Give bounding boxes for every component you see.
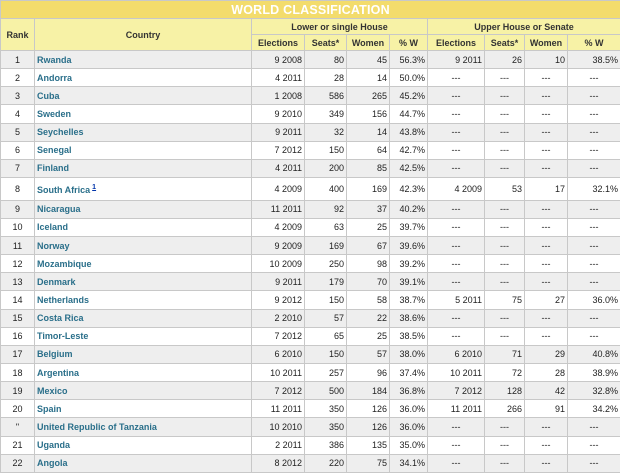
upper-women-cell: --- (525, 418, 568, 436)
upper-elections-cell: --- (428, 105, 485, 123)
lower-women-cell: 184 (347, 382, 390, 400)
table-body (1, 51, 620, 473)
upper-percent-header: % W (568, 35, 620, 51)
lower-seats-cell: 65 (305, 327, 347, 345)
upper-percent-women-cell: --- (568, 123, 620, 141)
lower-seats-cell: 169 (305, 236, 347, 254)
lower-seats-cell: 80 (305, 51, 347, 69)
table-row (1, 345, 620, 363)
country-cell (35, 418, 252, 436)
country-name: Finland (37, 163, 69, 174)
upper-seats-cell: 72 (485, 363, 525, 381)
upper-seats-cell: --- (485, 87, 525, 105)
lower-elections-cell: 10 2009 (252, 255, 305, 273)
rank-cell: 6 (1, 141, 35, 159)
upper-seats-cell: --- (485, 200, 525, 218)
upper-women-cell: --- (525, 436, 568, 454)
table-row (1, 255, 620, 273)
country-name: Netherlands (37, 294, 90, 305)
country-name: Iceland (37, 222, 69, 233)
upper-women-cell: --- (525, 454, 568, 472)
upper-percent-women-cell: 32.1% (568, 177, 620, 200)
lower-elections-cell: 9 2011 (252, 123, 305, 141)
rank-cell: 9 (1, 200, 35, 218)
upper-elections-cell: 4 2009 (428, 177, 485, 200)
upper-seats-cell: --- (485, 123, 525, 141)
lower-elections-cell: 7 2012 (252, 327, 305, 345)
lower-women-header: Women (347, 35, 390, 51)
lower-seats-cell: 220 (305, 454, 347, 472)
lower-percent-women-cell: 42.3% (390, 177, 428, 200)
upper-percent-women-cell: --- (568, 218, 620, 236)
upper-elections-cell: --- (428, 436, 485, 454)
upper-elections-cell: --- (428, 87, 485, 105)
upper-seats-cell: --- (485, 309, 525, 327)
upper-seats-cell: --- (485, 159, 525, 177)
upper-percent-women-cell: --- (568, 105, 620, 123)
upper-women-cell: --- (525, 309, 568, 327)
lower-women-cell: 98 (347, 255, 390, 273)
rank-cell: 17 (1, 345, 35, 363)
table-row (1, 291, 620, 309)
lower-seats-cell: 150 (305, 345, 347, 363)
upper-women-cell: 17 (525, 177, 568, 200)
lower-elections-cell: 4 2011 (252, 159, 305, 177)
upper-percent-women-cell: --- (568, 87, 620, 105)
upper-elections-cell: 10 2011 (428, 363, 485, 381)
lower-seats-cell: 349 (305, 105, 347, 123)
rank-cell: 7 (1, 159, 35, 177)
upper-elections-cell: --- (428, 273, 485, 291)
upper-percent-women-cell: --- (568, 236, 620, 254)
lower-seats-cell: 150 (305, 291, 347, 309)
country-cell (35, 177, 252, 200)
lower-percent-women-cell: 35.0% (390, 436, 428, 454)
table-row (1, 218, 620, 236)
lower-percent-women-cell: 56.3% (390, 51, 428, 69)
upper-seats-cell: --- (485, 218, 525, 236)
country-name: Uganda (37, 440, 71, 451)
rank-cell: 3 (1, 87, 35, 105)
country-cell (35, 291, 252, 309)
rank-cell: 11 (1, 236, 35, 254)
lower-women-cell: 75 (347, 454, 390, 472)
upper-elections-cell: 7 2012 (428, 382, 485, 400)
lower-seats-cell: 63 (305, 218, 347, 236)
rank-cell: 1 (1, 51, 35, 69)
table-row (1, 236, 620, 254)
rank-cell: 4 (1, 105, 35, 123)
upper-seats-cell: 53 (485, 177, 525, 200)
table-row (1, 436, 620, 454)
rank-cell: 19 (1, 382, 35, 400)
upper-women-cell: --- (525, 159, 568, 177)
lower-seats-cell: 250 (305, 255, 347, 273)
lower-seats-cell: 386 (305, 436, 347, 454)
lower-seats-cell: 200 (305, 159, 347, 177)
upper-seats-cell: --- (485, 436, 525, 454)
lower-elections-cell: 11 2011 (252, 400, 305, 418)
lower-women-cell: 70 (347, 273, 390, 291)
country-cell (35, 123, 252, 141)
lower-women-cell: 156 (347, 105, 390, 123)
table-row (1, 400, 620, 418)
country-cell (35, 200, 252, 218)
upper-elections-cell: --- (428, 218, 485, 236)
lower-women-cell: 14 (347, 123, 390, 141)
upper-women-cell: 27 (525, 291, 568, 309)
lower-women-cell: 58 (347, 291, 390, 309)
upper-percent-women-cell: --- (568, 418, 620, 436)
lower-seats-cell: 400 (305, 177, 347, 200)
upper-elections-cell: 11 2011 (428, 400, 485, 418)
country-name: Angola (37, 458, 68, 469)
upper-percent-women-cell: --- (568, 200, 620, 218)
country-cell (35, 51, 252, 69)
lower-elections-cell: 2 2010 (252, 309, 305, 327)
lower-elections-cell: 9 2008 (252, 51, 305, 69)
lower-house-header: Lower or single House (252, 19, 428, 35)
upper-percent-women-cell: 36.0% (568, 291, 620, 309)
country-header: Country (35, 19, 252, 51)
lower-percent-women-cell: 42.7% (390, 141, 428, 159)
lower-percent-women-cell: 36.8% (390, 382, 428, 400)
lower-women-cell: 37 (347, 200, 390, 218)
upper-percent-women-cell: 34.2% (568, 400, 620, 418)
table-row (1, 87, 620, 105)
upper-seats-cell: --- (485, 273, 525, 291)
upper-seats-header: Seats* (485, 35, 525, 51)
country-cell (35, 69, 252, 87)
lower-women-cell: 57 (347, 345, 390, 363)
rank-cell: 12 (1, 255, 35, 273)
country-cell (35, 87, 252, 105)
lower-women-cell: 126 (347, 418, 390, 436)
upper-elections-cell: 6 2010 (428, 345, 485, 363)
lower-seats-header: Seats* (305, 35, 347, 51)
lower-elections-cell: 9 2009 (252, 236, 305, 254)
lower-elections-cell: 4 2009 (252, 177, 305, 200)
country-name: Norway (37, 240, 70, 251)
country-cell (35, 255, 252, 273)
lower-elections-cell: 8 2012 (252, 454, 305, 472)
country-name: Costa Rica (37, 313, 84, 324)
lower-seats-cell: 179 (305, 273, 347, 291)
upper-women-cell: 91 (525, 400, 568, 418)
table-row (1, 123, 620, 141)
country-name: South Africa (37, 184, 91, 195)
country-name: Senegal (37, 145, 72, 156)
upper-percent-women-cell: 38.5% (568, 51, 620, 69)
lower-elections-cell: 7 2012 (252, 382, 305, 400)
upper-seats-cell: --- (485, 418, 525, 436)
country-cell (35, 345, 252, 363)
upper-seats-cell: 128 (485, 382, 525, 400)
lower-elections-cell: 6 2010 (252, 345, 305, 363)
upper-seats-cell: 266 (485, 400, 525, 418)
upper-elections-cell: 5 2011 (428, 291, 485, 309)
rank-cell: 8 (1, 177, 35, 200)
upper-percent-women-cell: --- (568, 255, 620, 273)
lower-women-cell: 85 (347, 159, 390, 177)
lower-percent-women-cell: 39.7% (390, 218, 428, 236)
table-row (1, 273, 620, 291)
lower-elections-cell: 2 2011 (252, 436, 305, 454)
upper-percent-women-cell: 38.9% (568, 363, 620, 381)
lower-seats-cell: 150 (305, 141, 347, 159)
rank-cell: 15 (1, 309, 35, 327)
lower-seats-cell: 28 (305, 69, 347, 87)
upper-women-cell: --- (525, 105, 568, 123)
footnote-link[interactable]: 1 (92, 183, 97, 191)
lower-elections-cell: 11 2011 (252, 200, 305, 218)
table-row (1, 200, 620, 218)
lower-percent-women-cell: 39.6% (390, 236, 428, 254)
lower-seats-cell: 350 (305, 400, 347, 418)
lower-seats-cell: 500 (305, 382, 347, 400)
lower-elections-cell: 1 2008 (252, 87, 305, 105)
upper-percent-women-cell: --- (568, 309, 620, 327)
table-row (1, 454, 620, 472)
upper-elections-cell: --- (428, 309, 485, 327)
upper-percent-women-cell: --- (568, 159, 620, 177)
upper-women-cell: --- (525, 141, 568, 159)
country-name: Andorra (37, 72, 73, 83)
upper-seats-cell: 71 (485, 345, 525, 363)
country-cell (35, 400, 252, 418)
rank-cell: 18 (1, 363, 35, 381)
country-cell (35, 327, 252, 345)
lower-women-cell: 64 (347, 141, 390, 159)
table-row (1, 309, 620, 327)
country-cell (35, 436, 252, 454)
table-row (1, 382, 620, 400)
table-row (1, 51, 620, 69)
lower-elections-cell: 9 2012 (252, 291, 305, 309)
upper-percent-women-cell: --- (568, 141, 620, 159)
lower-seats-cell: 586 (305, 87, 347, 105)
upper-women-cell: --- (525, 87, 568, 105)
lower-percent-women-cell: 36.0% (390, 400, 428, 418)
rank-cell: 10 (1, 218, 35, 236)
upper-elections-header: Elections (428, 35, 485, 51)
lower-percent-women-cell: 39.1% (390, 273, 428, 291)
upper-women-cell: --- (525, 255, 568, 273)
lower-seats-cell: 92 (305, 200, 347, 218)
lower-percent-women-cell: 50.0% (390, 69, 428, 87)
country-cell (35, 141, 252, 159)
rank-header: Rank (1, 19, 35, 51)
lower-women-cell: 135 (347, 436, 390, 454)
lower-percent-women-cell: 42.5% (390, 159, 428, 177)
table-row (1, 363, 620, 381)
lower-seats-cell: 257 (305, 363, 347, 381)
rank-cell: 16 (1, 327, 35, 345)
upper-women-header: Women (525, 35, 568, 51)
lower-percent-women-cell: 34.1% (390, 454, 428, 472)
table-row (1, 141, 620, 159)
country-cell (35, 363, 252, 381)
lower-elections-cell: 9 2011 (252, 273, 305, 291)
lower-percent-women-cell: 36.0% (390, 418, 428, 436)
country-cell (35, 273, 252, 291)
country-cell (35, 382, 252, 400)
rank-cell: 2 (1, 69, 35, 87)
lower-seats-cell: 32 (305, 123, 347, 141)
lower-seats-cell: 350 (305, 418, 347, 436)
upper-percent-women-cell: 40.8% (568, 345, 620, 363)
table-row (1, 327, 620, 345)
upper-women-cell: 10 (525, 51, 568, 69)
lower-elections-header: Elections (252, 35, 305, 51)
lower-percent-women-cell: 43.8% (390, 123, 428, 141)
country-name: Belgium (37, 349, 73, 360)
upper-seats-cell: --- (485, 105, 525, 123)
lower-women-cell: 45 (347, 51, 390, 69)
lower-percent-women-cell: 37.4% (390, 363, 428, 381)
lower-seats-cell: 57 (305, 309, 347, 327)
country-name: Mozambique (37, 258, 92, 269)
upper-seats-cell: --- (485, 454, 525, 472)
lower-elections-cell: 10 2011 (252, 363, 305, 381)
upper-women-cell: --- (525, 327, 568, 345)
upper-elections-cell: --- (428, 69, 485, 87)
country-cell (35, 105, 252, 123)
table-row (1, 159, 620, 177)
upper-percent-women-cell: --- (568, 436, 620, 454)
table-title: WORLD CLASSIFICATION (1, 1, 620, 19)
table-row (1, 418, 620, 436)
upper-house-header: Upper House or Senate (428, 19, 620, 35)
upper-women-cell: --- (525, 273, 568, 291)
lower-women-cell: 169 (347, 177, 390, 200)
lower-elections-cell: 10 2010 (252, 418, 305, 436)
upper-percent-women-cell: --- (568, 327, 620, 345)
lower-elections-cell: 4 2009 (252, 218, 305, 236)
upper-percent-women-cell: --- (568, 454, 620, 472)
table-row (1, 177, 620, 200)
upper-seats-cell: --- (485, 236, 525, 254)
upper-elections-cell: --- (428, 141, 485, 159)
upper-women-cell: --- (525, 200, 568, 218)
lower-women-cell: 22 (347, 309, 390, 327)
lower-percent-women-cell: 38.6% (390, 309, 428, 327)
upper-elections-cell: --- (428, 255, 485, 273)
rank-cell: 22 (1, 454, 35, 472)
upper-women-cell: --- (525, 123, 568, 141)
table-row (1, 69, 620, 87)
upper-women-cell: --- (525, 236, 568, 254)
lower-women-cell: 67 (347, 236, 390, 254)
rank-cell: 21 (1, 436, 35, 454)
lower-women-cell: 14 (347, 69, 390, 87)
lower-elections-cell: 4 2011 (252, 69, 305, 87)
country-name: Nicaragua (37, 204, 81, 215)
country-name: Denmark (37, 276, 76, 287)
upper-elections-cell: --- (428, 327, 485, 345)
country-cell (35, 159, 252, 177)
country-name: Mexico (37, 385, 68, 396)
lower-women-cell: 96 (347, 363, 390, 381)
rank-cell: " (1, 418, 35, 436)
rank-cell: 13 (1, 273, 35, 291)
upper-women-cell: 42 (525, 382, 568, 400)
upper-elections-cell: --- (428, 123, 485, 141)
country-name: Timor-Leste (37, 331, 89, 342)
upper-percent-women-cell: --- (568, 273, 620, 291)
rank-cell: 14 (1, 291, 35, 309)
upper-seats-cell: --- (485, 327, 525, 345)
lower-women-cell: 25 (347, 218, 390, 236)
country-name: United Republic of Tanzania (37, 421, 157, 432)
lower-percent-women-cell: 39.2% (390, 255, 428, 273)
lower-percent-women-cell: 45.2% (390, 87, 428, 105)
lower-women-cell: 126 (347, 400, 390, 418)
rank-cell: 5 (1, 123, 35, 141)
upper-seats-cell: --- (485, 255, 525, 273)
lower-percent-women-cell: 38.7% (390, 291, 428, 309)
country-name: Cuba (37, 90, 60, 101)
country-cell (35, 454, 252, 472)
lower-elections-cell: 9 2010 (252, 105, 305, 123)
country-name: Sweden (37, 108, 72, 119)
lower-percent-women-cell: 44.7% (390, 105, 428, 123)
upper-seats-cell: --- (485, 69, 525, 87)
rank-cell: 20 (1, 400, 35, 418)
country-cell (35, 218, 252, 236)
upper-seats-cell: 26 (485, 51, 525, 69)
upper-elections-cell: --- (428, 200, 485, 218)
lower-percent-women-cell: 38.5% (390, 327, 428, 345)
upper-percent-women-cell: 32.8% (568, 382, 620, 400)
upper-seats-cell: 75 (485, 291, 525, 309)
table-row (1, 105, 620, 123)
lower-women-cell: 265 (347, 87, 390, 105)
country-name: Rwanda (37, 54, 72, 65)
upper-women-cell: 28 (525, 363, 568, 381)
upper-elections-cell: --- (428, 236, 485, 254)
country-name: Spain (37, 403, 62, 414)
upper-women-cell: 29 (525, 345, 568, 363)
lower-percent-women-cell: 38.0% (390, 345, 428, 363)
upper-elections-cell: --- (428, 454, 485, 472)
lower-percent-women-cell: 40.2% (390, 200, 428, 218)
upper-women-cell: --- (525, 69, 568, 87)
upper-elections-cell: --- (428, 418, 485, 436)
upper-elections-cell: 9 2011 (428, 51, 485, 69)
lower-women-cell: 25 (347, 327, 390, 345)
upper-seats-cell: --- (485, 141, 525, 159)
upper-women-cell: --- (525, 218, 568, 236)
country-name: Seychelles (37, 127, 84, 138)
upper-percent-women-cell: --- (568, 69, 620, 87)
country-cell (35, 236, 252, 254)
country-name: Argentina (37, 367, 80, 378)
lower-percent-header: % W (390, 35, 428, 51)
lower-elections-cell: 7 2012 (252, 141, 305, 159)
country-cell (35, 309, 252, 327)
upper-elections-cell: --- (428, 159, 485, 177)
